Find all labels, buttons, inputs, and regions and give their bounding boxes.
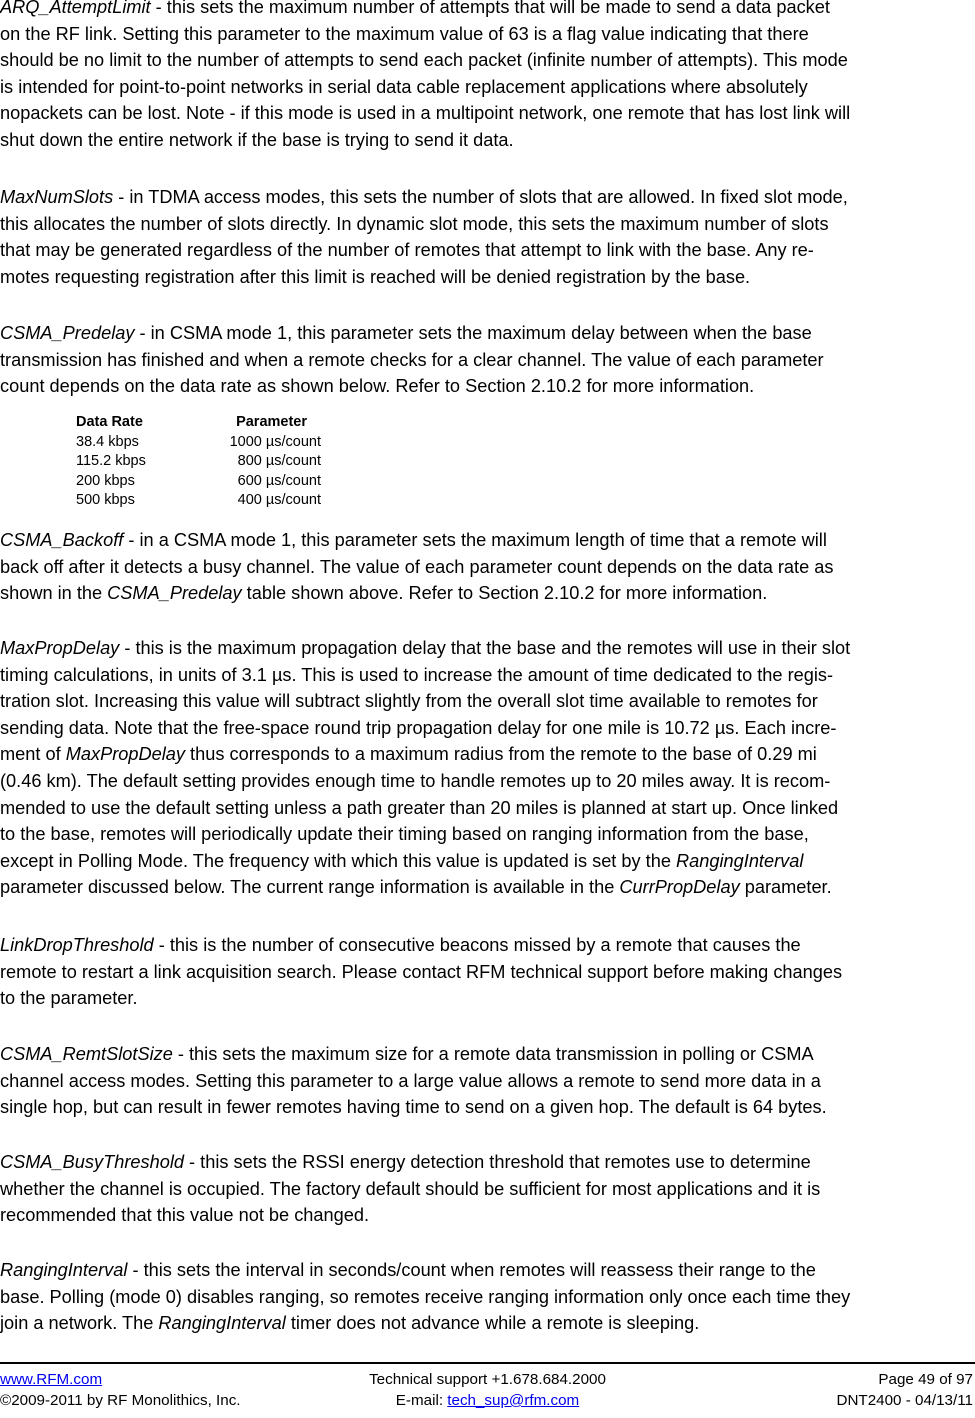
support-email-line: E-mail: tech_sup@rfm.com [395,1392,580,1409]
paragraph-arq-attempt-limit: ARQ_AttemptLimit - this sets the maximum number of attempts that will be made to send a data packet on the RF link. Setting this parameter to the maximum value of 63 is a flag value indicating that there should be no limit to the number of attempts to send each packet (infinite number of attempts). This mode is intended for point-to-point networks in serial data cable replacement applications where absolutely nopackets can be lost. Note - if this mode is used in a multipoint network, one remote that has lost link will shut down the entire network if the base is trying to send it data. [0,0,975,154]
paragraph-ranging-interval: RangingInterval - this sets the interval in seconds/count when remotes will reassess their range to the base. Polling (mode 0) disables ranging, so remotes receive ranging information only once each time they join a network. The RangingInterval timer does not advance while a remote is sleeping. [0,1260,851,1334]
param-term: LinkDropThreshold [0,935,154,955]
paragraph-csma-remt-slot-size: CSMA_RemtSlotSize - this sets the maximum size for a remote data transmission in polling or CSMA channel access modes. Setting this parameter to a large value allows a remote to send more data in a single hop, but can result in fewer remotes having time to send on a given hop. The default is 64 bytes. [0,1044,827,1118]
param-term: RangingInterval [0,1260,128,1280]
doc-id: DNT2400 - 04/13/11 [836,1392,973,1409]
paragraph-max-num-slots: MaxNumSlots - in TDMA access modes, this sets the number of slots that are allowed. In fixed slot mode, this allocates the number of slots directly. In dynamic slot mode, this sets the maximum number of slots that may be generated regardless of the number of remotes that attempt to link with the base. Any re- motes requesting registration after this limit is reached will be denied registration by the base. [0,187,848,287]
email-link[interactable]: tech_sup@rfm.com [447,1392,580,1409]
footer-right [837,1369,974,1411]
param-term: ARQ_AttemptLimit [0,0,151,17]
paragraph-csma-busy-threshold: CSMA_BusyThreshold - this sets the RSSI energy detection threshold that remotes use to determine whether the channel is occupied. The factory default should be sufficient for most applications and it is recommended that this value not be changed. [0,1152,821,1226]
paragraph-link-drop-threshold: LinkDropThreshold - this is the number of consecutive beacons missed by a remote that causes the remote to restart a link acquisition search. Please contact RFM technical support before making changes to the parameter. [0,935,843,1009]
copyright-text: ©2009-2011 by RF Monolithics, Inc. [0,1392,241,1409]
paragraph-csma-predelay: CSMA_Predelay - in CSMA mode 1, this parameter sets the maximum delay between when the base transmission has finished and when a remote checks for a clear channel. The value of each parameter count depends on the data rate as shown below. Refer to Section 2.10.2 for more information. [0,323,824,397]
website-link[interactable]: www.RFM.com [0,1371,103,1388]
footer-center [0,1369,975,1411]
page-number: Page 49 of 97 [878,1371,973,1388]
support-phone: Technical support +1.678.684.2000 [369,1371,606,1388]
param-term: CSMA_Backoff [0,530,124,550]
param-term: CSMA_Predelay [0,323,135,343]
param-term: MaxPropDelay [0,638,120,658]
paragraph-csma-backoff: CSMA_Backoff - in a CSMA mode 1, this parameter sets the maximum length of time that a remote will back off after it detects a busy channel. The value of each parameter count depends on the data rate as shown in the CSMA_Predelay table shown above. Refer to Section 2.10.2 for more information. [0,530,834,604]
param-term: MaxNumSlots [0,187,114,207]
param-term: CSMA_BusyThreshold [0,1152,184,1172]
footer-divider [0,1362,975,1364]
param-term: CSMA_RemtSlotSize [0,1044,173,1064]
paragraph-max-prop-delay: MaxPropDelay - this is the maximum propagation delay that the base and the remotes will use in their slot timing calculations, in units of 3.1 µs. This is used to increase the amount of time dedicated to the regis- tration slot. Increasing this value will subtract slightly from the overall slot time available to remotes for sending data. Note that the free-space round trip propagation delay for one mile is 10.72 µs. Each incre- ment of MaxPropDelay thus corresponds to a maximum radius from the remote to the base of 0.29 mi (0.46 km). The default setting provides enough time to handle remotes up to 20 miles away. It is recom- mended to use the default setting unless a path greater than 20 miles is planned at start up. Once linked to the base, remotes will periodically update their timing based on ranging information from the base, except in Polling Mode. The frequency with which this value is updated is set by the RangingInterval parameter discussed below. The current range information is available in the CurrPropDelay parameter. [0,638,851,898]
